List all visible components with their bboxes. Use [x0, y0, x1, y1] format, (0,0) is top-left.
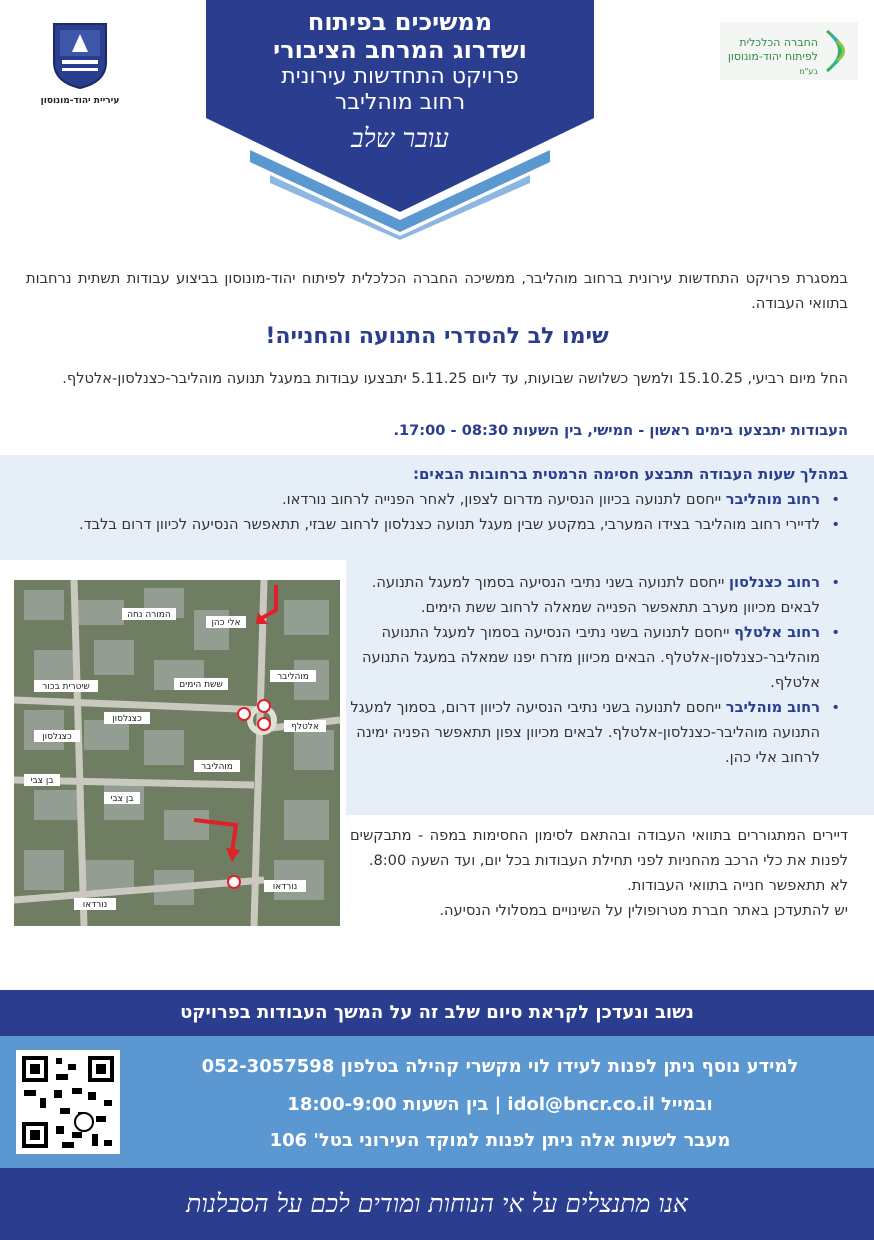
no-entry-marker	[228, 876, 240, 888]
map-street-label: המורה נחה	[127, 610, 171, 620]
closure-item	[350, 570, 848, 620]
work-hours: העבודות יתבצעו בימים ראשון - חמישי, בין השעות 08:30 - 17:00.	[393, 422, 848, 439]
subtitle-line-1: פרויקט התחדשות עירונית	[281, 64, 519, 89]
map-street-label: מוהליבר	[277, 672, 309, 682]
closure-item	[26, 512, 848, 537]
company-logo-line-2: לפיתוח יהוד-מונוסון	[727, 50, 818, 63]
aerial-map	[14, 580, 340, 926]
closure-text: לדיירי רחוב מוהליבר בצידו המערבי, במקטע שבין מעגל תנועה כצנלסון לרחוב שבזי, תתאפשר הנסיעה לכיוון דרום בלבד.	[79, 516, 820, 533]
title-line-2: ושדרוג המרחב הציבורי	[273, 36, 527, 64]
residents-notice	[350, 823, 848, 923]
no-entry-marker	[238, 708, 250, 720]
map-street-label: בן צבי	[110, 794, 134, 804]
closure-street: רחוב מוהליבר	[725, 699, 820, 716]
no-entry-marker	[258, 700, 270, 712]
closure-text: ייחסם לתנועה בשני נתיבי הנסיעה בסמוך למעגל התנועה. לבאים מכיוון מערב תתאפשר הפנייה שמאלה לרחוב ששת הימים.	[371, 574, 820, 616]
map-street-label: אלטלף	[291, 722, 319, 732]
municipality-shield-icon	[50, 18, 110, 90]
closures-heading: במהלך שעות העבודה תתבצע חסימה הרמטית ברחובות הבאים:	[412, 465, 848, 483]
map-street-label: שיטרית בכור	[42, 682, 90, 692]
company-swirl-icon	[822, 26, 852, 76]
map-street-label: מוהליבר	[201, 762, 233, 772]
closure-street: רחוב כצנלסון	[729, 574, 820, 591]
contact-line-1: למידע נוסף ניתן לפנות לעידו לוי מקשרי קהילה בטלפון 052-3057598	[201, 1056, 799, 1077]
closures-list-side	[350, 570, 848, 770]
residents-line-3: יש להתעדכן באתר חברת מטרופולין על השינויים במסלולי הנסיעה.	[439, 902, 848, 919]
apology-band: אנו מתנצלים על אי הנוחות ומודים לכם על הסבלנות	[0, 1168, 874, 1240]
residents-line-2: לא תתאפשר חנייה בתוואי העבודות.	[627, 877, 848, 894]
map-street-label: כצנלסון	[112, 714, 142, 724]
closures-list	[26, 462, 848, 537]
closure-street: רחוב מוהליבר	[725, 491, 820, 508]
stage-label: עובר שלב	[350, 124, 450, 154]
subtitle-line-2: רחוב מוהליבר	[334, 90, 466, 115]
residents-line-1: דיירים המתגוררים בתוואי העבודה ובהתאם לסימון החסימות במפה - מתבקשים לפנות את כלי הרכב מהחניות לפני תחילת העבודות בכל יום, ועד השעה 8:00.	[350, 827, 848, 869]
title-line-1: ממשיכים בפיתוח	[307, 8, 493, 36]
map-street-label: נורדאו	[272, 882, 298, 892]
company-logo	[720, 22, 858, 80]
intro-paragraph: במסגרת פרויקט התחדשות עירונית ברחוב מוהליבר, ממשיכה החברה הכלכלית לפיתוח יהוד-מונוסון בביצוע עבודות תשתית נרחבות בתוואי העבודה.	[26, 270, 848, 312]
company-logo-suffix: בע"מ	[799, 67, 818, 76]
closure-text: ייחסם לתנועה בשני נתיבי הנסיעה לכיוון דרום, בסמוך למעגל התנועה מוהליבר-כצנלסון-אלטלף. לבאים מכיוון צפון תתאפשר הפניה ימינה לרחוב אלי כהן.	[350, 699, 820, 766]
closure-text: ייחסם לתנועה בשני נתיבי הנסיעה בסמוך למעגל התנועה מוהליבר-כצנלסון-אלטלף. הבאים מכיוון מזרח יפנו שמאלה במעגל התנועה אלטלף.	[361, 624, 820, 691]
closure-text: ייחסם לתנועה בכיוון הנסיעה מדרום לצפון, לאחר הפנייה לרחוב נורדאו.	[281, 491, 726, 508]
update-band: נשוב ונעדכן לקראת סיום שלב זה על המשך העבודות בפרויקט	[0, 990, 874, 1036]
no-entry-marker	[258, 718, 270, 730]
map-street-label: בן צבי	[30, 776, 54, 786]
closure-street: רחוב אלטלף	[734, 624, 820, 641]
closure-item	[350, 620, 848, 695]
municipality-name: עיריית יהוד-מונוסון	[40, 96, 120, 106]
closure-item	[26, 487, 848, 512]
map-graphic	[14, 580, 340, 926]
closure-item	[350, 695, 848, 770]
banner-text	[200, 8, 600, 154]
qr-code-icon	[16, 1050, 120, 1154]
map-street-label: כצנלסון	[42, 732, 72, 742]
contact-line-2: ובמייל idol@bncr.co.il | בין השעות 18:00-9:00	[287, 1094, 713, 1115]
municipality-logo	[40, 18, 120, 118]
company-logo-line-1: החברה הכלכלית	[739, 36, 818, 49]
notice-headline: שימו לב להסדרי התנועה והחנייה!	[265, 324, 609, 349]
map-street-label: נורדאו	[82, 900, 108, 910]
notice-paragraph: החל מיום רביעי, 15.10.25 ולמשך כשלושה שבועות, עד ליום 5.11.25 יתבצעו עבודות במעגל תנועה מוהליבר-כצנלסון-אלטלף.	[62, 370, 848, 387]
contact-line-3: מעבר לשעות אלה ניתן לפנות למוקד העירוני בטל' 106	[269, 1130, 731, 1151]
map-street-label: ששת הימים	[179, 680, 223, 690]
map-street-label: אלי כהן	[211, 618, 241, 628]
qr-code[interactable]	[16, 1050, 120, 1154]
